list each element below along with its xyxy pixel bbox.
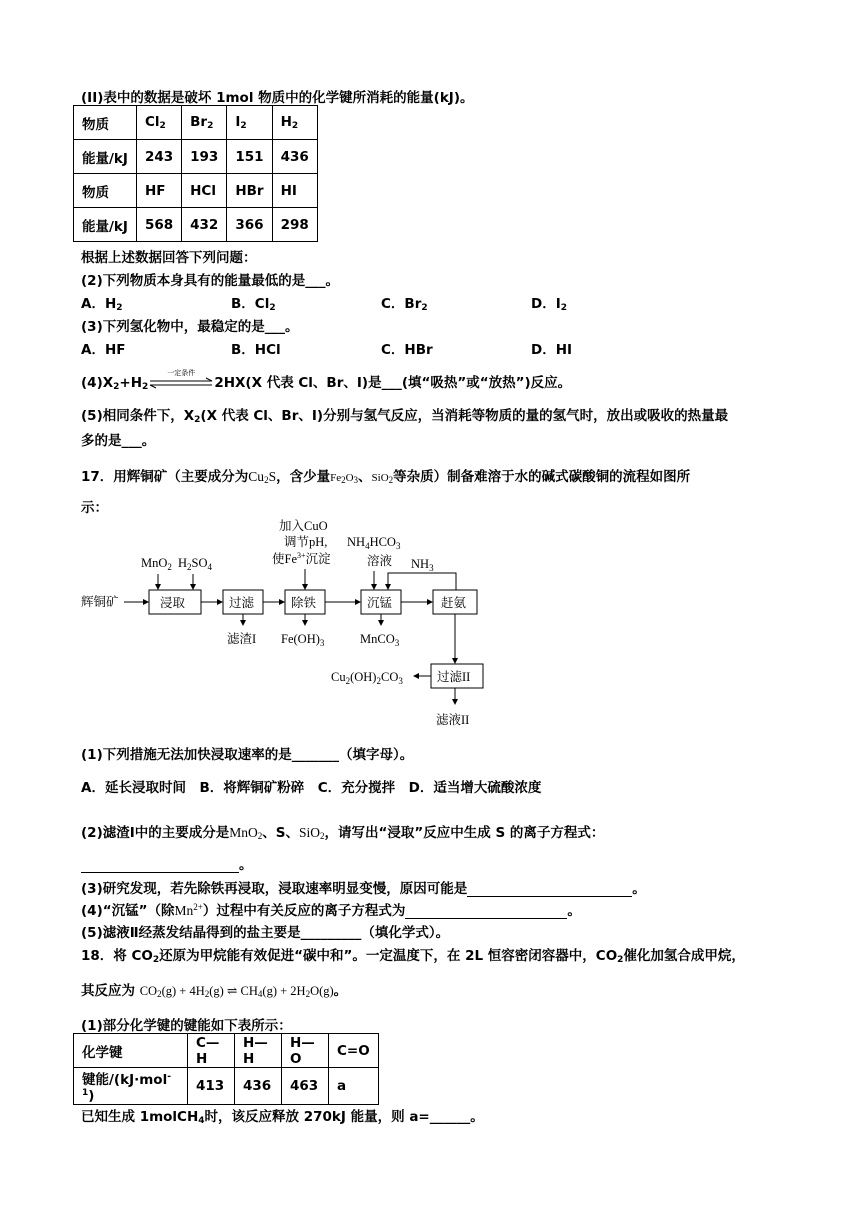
table-cell: HBr [227,174,272,208]
table-cell: 298 [272,208,317,242]
box-remove-iron: 除铁 [291,596,317,610]
reagent-mno2: MnO$_2$ [141,556,172,572]
question-5-cont: 多的是___。 [81,433,156,449]
table-row [74,140,318,174]
table-cell: $H_2$ [272,106,317,140]
output-residue-1: 滤渣I [227,632,257,646]
q18-part-1-question: 已知生成 1molCH$_4$时，该反应释放 270kJ 能量，则 a=______。 [81,1109,484,1126]
q17-part-2-blank: 。 [81,853,253,873]
reagent-h2so4: $H_2SO_4$ [178,556,213,572]
q2-option-b: B．$Cl_2$ [231,296,276,313]
table-cell: $Cl_2$ [136,106,181,140]
flow-start-label: 辉铜矿 [81,595,119,609]
output-filtrate-2: 滤液II [436,713,470,727]
table-cell: 151 [227,140,272,174]
part2-intro: (II)表中的数据是破坏 1mol 物质中的化学键所消耗的能量(kJ)。 [81,90,474,106]
output-mnco3: MnCO$_3$ [360,632,400,648]
q17-intro: 17．用辉铜矿（主要成分为$Cu_2S$，含少量$Fe_2O_3$、SiO$_2$等杂质）制备难溶于水的碱式碳酸铜的流程如图所 [81,469,691,485]
table-row [74,1068,379,1105]
q17-part-1: (1)下列措施无法加快浸取速率的是_______（填字母）。 [81,747,414,763]
table-cell: 化学键 [74,1034,188,1068]
table-cell: 436 [235,1068,282,1105]
table-row [74,106,318,140]
output-basic-copper-carbonate: $Cu_2(OH)_2CO_3$ [331,670,403,686]
table-cell: 243 [136,140,181,174]
q18-part-1: (1)部分化学键的键能如下表所示： [81,1018,292,1034]
table-cell: C=O [329,1034,379,1068]
q3-option-a: A．HF [81,342,126,358]
label-add-cuo: 加入CuO [279,519,328,533]
table-row [74,208,318,242]
q18-equation-line: 其反应为 $CO_2(g) + 4H_2(g)$ ⇌ $CH_4(g) + 2H_2O(g)$。 [81,983,348,999]
table-row [74,174,318,208]
box-leaching: 浸取 [160,596,186,610]
question-5: (5)相同条件下，$X_2(X$ 代表 Cl、Br、I)分别与氢气反应，当消耗等物质的量的氢气时，放出或吸收的热量最 [81,408,729,425]
table-cell: HF [136,174,181,208]
table-cell: a [329,1068,379,1105]
table-cell: 能量/kJ [74,208,137,242]
q18-intro: 18．将 $CO_2$还原为甲烷能有效促进“碳中和”。一定温度下，在 2L 恒容密闭容器中，$CO_2$催化加氢合成甲烷， [81,948,745,965]
question-4: $(4)X_2+H_2$ 一定条件 2HX(X 代表 Cl、Br、I)是___(填“吸热”或“放热”)反应。 [81,369,572,392]
equilibrium-arrow-icon: 一定条件 [148,376,214,390]
table-cell: HCl [182,174,227,208]
q17-part-3: (3)研究发现，若先除铁再浸取，浸取速率明显变慢，原因可能是 。 [81,881,646,897]
table-cell: 432 [182,208,227,242]
q3-option-b: B．HCl [231,342,281,358]
energy-table [73,105,318,242]
label-solution: 溶液 [367,554,393,568]
q2-option-a: A．$H_2$ [81,296,123,313]
table-cell: $Br_2$ [182,106,227,140]
table-cell: 568 [136,208,181,242]
table-cell: 193 [182,140,227,174]
box-filter-1: 过滤 [229,596,255,610]
table-cell: H—H [235,1034,282,1068]
table-cell: H—O [282,1034,329,1068]
box-filter-2: 过滤II [437,670,471,684]
table-row [74,1034,379,1068]
label-fe-precipitate: 使$Fe^{3+}$沉淀 [272,551,331,566]
answer-prompt: 根据上述数据回答下列问题： [81,250,257,266]
box-precipitate-mn: 沉锰 [367,596,393,610]
table-cell: 键能/(kJ·mol$^{-1}$) [74,1068,188,1105]
table-cell: 366 [227,208,272,242]
table-cell: 物质 [74,106,137,140]
table-cell: 436 [272,140,317,174]
table-cell: 物质 [74,174,137,208]
table-cell: $I_2$ [227,106,272,140]
q2-option-c: C．$Br_2$ [381,296,428,313]
label-nh4hco3: $NH_4HCO_3$ [347,535,401,551]
output-feoh3: $Fe(OH)_3$ [281,632,325,648]
label-nh3: $NH_3$ [411,557,434,573]
q3-option-c: C．HBr [381,342,433,358]
q3-option-d: D．HI [531,342,573,358]
box-remove-ammonia: 赶氨 [441,596,467,610]
table-cell: 413 [188,1068,235,1105]
table-cell: 能量/kJ [74,140,137,174]
q2-option-d: D．$I_2$ [531,296,567,313]
q17-part-5: (5)滤液Ⅱ经蒸发结晶得到的盐主要是_________（填化学式）。 [81,925,450,941]
table-cell: C—H [188,1034,235,1068]
q17-part-1-options: A．延长浸取时间 B．将辉铜矿粉碎 C．充分搅拌 D．适当增大硫酸浓度 [81,780,542,796]
question-3: (3)下列氢化物中，最稳定的是___。 [81,319,299,335]
q17-part-4: (4)“沉锰”（除$Mn^{2+}$）过程中有关反应的离子方程式为 。 [81,902,581,919]
label-adjust-ph: 调节pH, [284,535,328,549]
q17-intro-cont: 示： [81,500,108,516]
question-2: (2)下列物质本身具有的能量最低的是___。 [81,273,339,289]
q17-part-2: (2)滤渣Ⅰ中的主要成分是MnO$_2$、S、SiO$_2$，请写出“浸取”反应中生成 S 的离子方程式： [81,825,605,841]
bond-energy-table [73,1033,379,1105]
table-cell: HI [272,174,317,208]
table-cell: 463 [282,1068,329,1105]
process-flowchart [0,517,860,732]
